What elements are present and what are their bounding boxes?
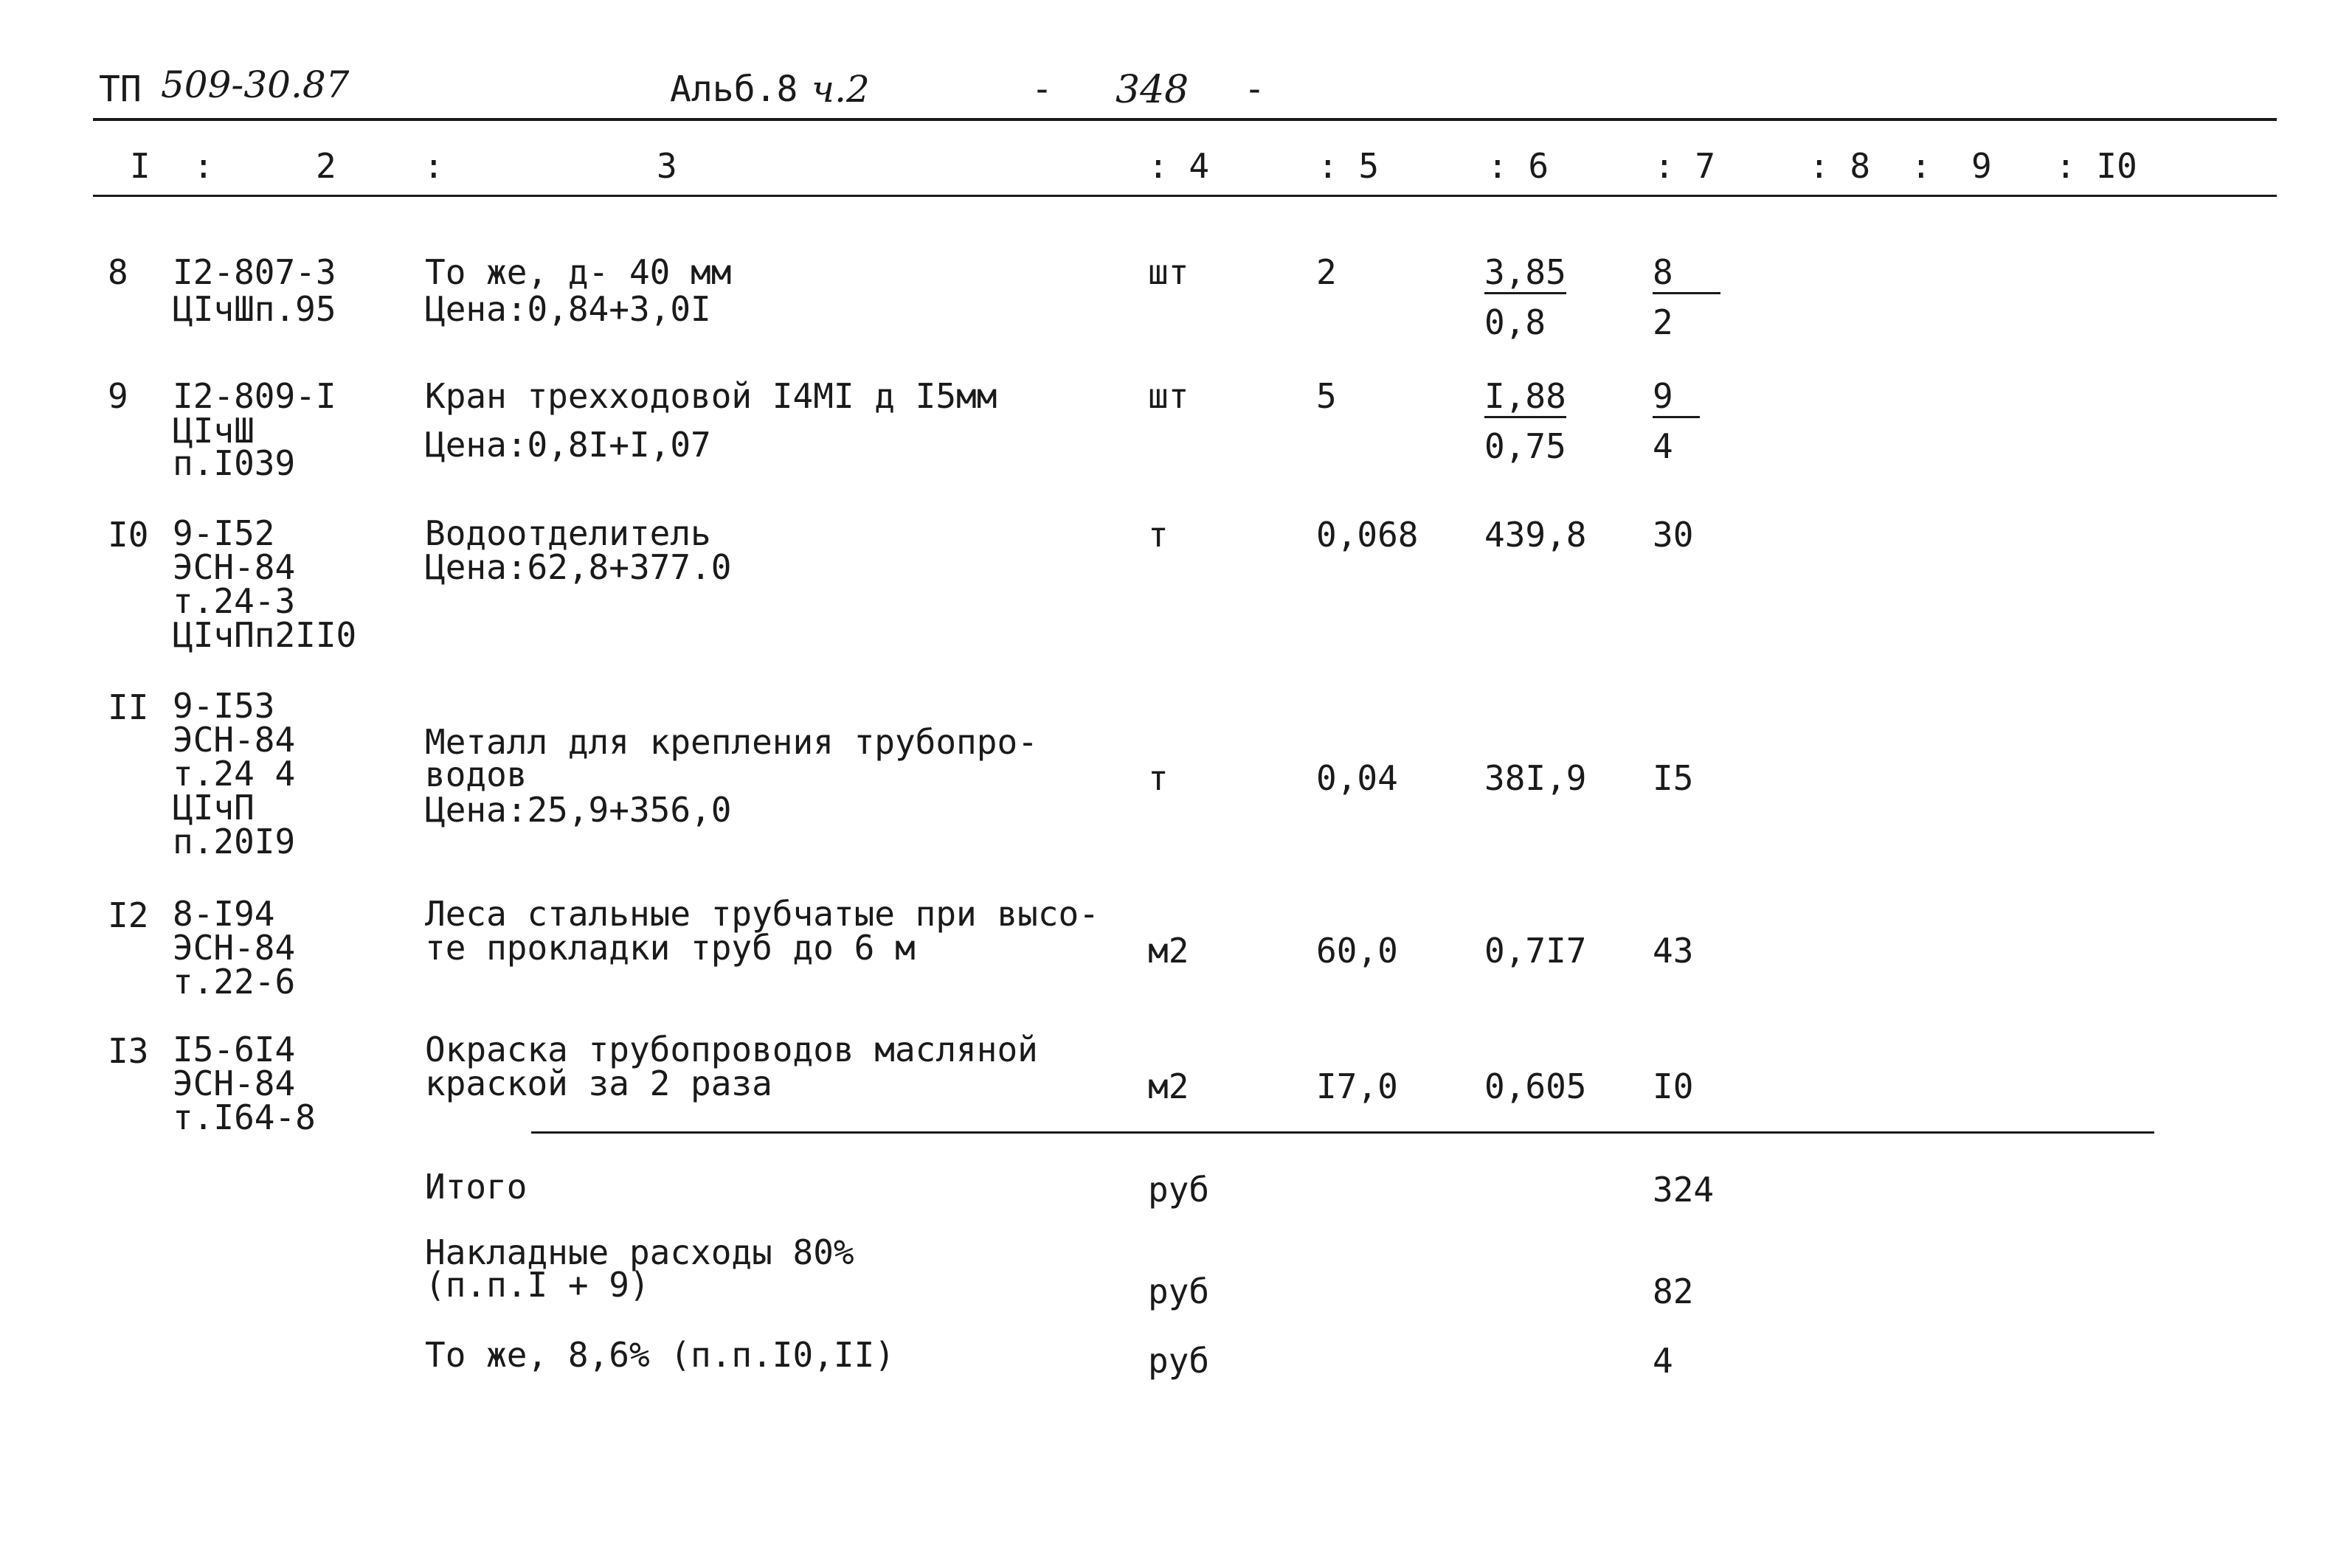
row-code: 9-I53 ЭСН-84 т.24 4 ЦIчП п.20I9: [173, 686, 296, 861]
column-header-10: : I0: [2055, 146, 2137, 186]
row-description: Металл для крепления трубопро- водов Цена:25,9+356,0: [425, 722, 1038, 830]
column-header-4: : 4: [1148, 146, 1210, 186]
row-price-bottom: 0,8: [1484, 302, 1546, 342]
row-number: 9: [108, 376, 128, 416]
row-unit: шт: [1148, 252, 1189, 292]
row-total: I5: [1653, 758, 1694, 798]
row-code: I2-807-3 ЦIчШп.95: [173, 252, 336, 329]
row-quantity: I7,0: [1316, 1066, 1398, 1106]
row-description: Окраска трубопроводов масляной краской за 2 раза: [425, 1030, 1038, 1103]
row-price: 38I,9: [1484, 758, 1587, 798]
row-description: Водоотделитель Цена:62,8+377.0: [425, 513, 732, 587]
summary-unit: руб: [1148, 1272, 1210, 1311]
row-number: II: [108, 687, 149, 727]
row-unit: шт: [1148, 376, 1189, 416]
summary-unit: руб: [1148, 1341, 1210, 1381]
column-header-2: 2: [316, 146, 336, 186]
row-code: 8-I94 ЭСН-84 т.22-6: [173, 894, 296, 1002]
column-header-sep: :: [1911, 146, 1931, 186]
header-dash-left: -: [1031, 69, 1053, 110]
summary-value: 82: [1653, 1272, 1694, 1311]
summary-label: Итого: [425, 1167, 528, 1207]
summary-unit: руб: [1148, 1170, 1210, 1210]
row-total-top: 8: [1653, 254, 1720, 294]
row-price-top: 3,85: [1484, 254, 1566, 294]
row-price: 0,605: [1484, 1066, 1587, 1106]
row-number: I0: [108, 515, 149, 555]
row-total-bottom: 2: [1653, 302, 1673, 342]
row-total: 43: [1653, 931, 1694, 971]
album-prefix: Альб.8: [670, 69, 798, 110]
row-quantity: 0,04: [1316, 758, 1398, 798]
header-rule-top: [93, 118, 2277, 121]
row-total-top: 9: [1653, 378, 1700, 418]
row-price-bottom: 0,75: [1484, 426, 1566, 466]
summary-value: 324: [1653, 1170, 1715, 1210]
row-quantity: 2: [1316, 252, 1337, 292]
row-quantity: 5: [1316, 376, 1337, 416]
album-part: ч.2: [812, 68, 870, 111]
row-unit: м2: [1148, 1066, 1189, 1106]
row-description-line2: Цена:0,8I+I,07: [425, 425, 711, 465]
column-header-5: : 5: [1318, 146, 1380, 186]
row-description: Леса стальные трубчатые при высо- те прокладки труб до 6 м: [425, 894, 1099, 968]
column-header-1: I: [130, 146, 151, 186]
summary-label: Накладные расходы 80% (п.п.I + 9): [425, 1232, 854, 1305]
row-unit: т: [1148, 758, 1169, 798]
column-header-8: : 8: [1809, 146, 1871, 186]
summary-label: То же, 8,6% (п.п.I0,II): [425, 1335, 895, 1375]
column-header-sep: :: [193, 146, 214, 186]
summary-value: 4: [1653, 1341, 1673, 1381]
column-header-sep: :: [423, 146, 444, 186]
row-code: 9-I52 ЭСН-84 т.24-3 ЦIчПп2II0: [173, 513, 357, 655]
row-code: I2-809-I ЦIчШ п.I039: [173, 376, 336, 483]
row-quantity: 0,068: [1316, 515, 1419, 555]
doc-prefix: ТП: [99, 69, 142, 110]
page-number: 348: [1116, 68, 1189, 112]
header-dash-right: -: [1244, 69, 1265, 110]
header-rule-bottom: [93, 195, 2277, 197]
row-total: I0: [1653, 1066, 1694, 1106]
row-description: То же, д- 40 мм Цена:0,84+3,0I: [425, 252, 732, 329]
row-quantity: 60,0: [1316, 931, 1398, 971]
row-price-top: I,88: [1484, 378, 1566, 418]
column-header-9: 9: [1971, 146, 1992, 186]
column-header-3: 3: [657, 146, 677, 186]
row-number: 8: [108, 252, 128, 292]
column-header-7: : 7: [1654, 146, 1716, 186]
row-price: 439,8: [1484, 515, 1587, 555]
column-header-6: : 6: [1487, 146, 1549, 186]
row-total-bottom: 4: [1653, 426, 1673, 466]
row-code: I5-6I4 ЭСН-84 т.I64-8: [173, 1030, 316, 1137]
row-unit: м2: [1148, 931, 1189, 971]
row-description-line1: Кран трехходовой I4МI д I5мм: [425, 376, 997, 416]
totals-rule: [531, 1131, 2154, 1134]
row-number: I2: [108, 895, 149, 935]
doc-number: 509-30.87: [161, 63, 350, 106]
row-unit: т: [1148, 515, 1169, 555]
row-price: 0,7I7: [1484, 931, 1587, 971]
row-total: 30: [1653, 515, 1694, 555]
row-number: I3: [108, 1031, 149, 1071]
